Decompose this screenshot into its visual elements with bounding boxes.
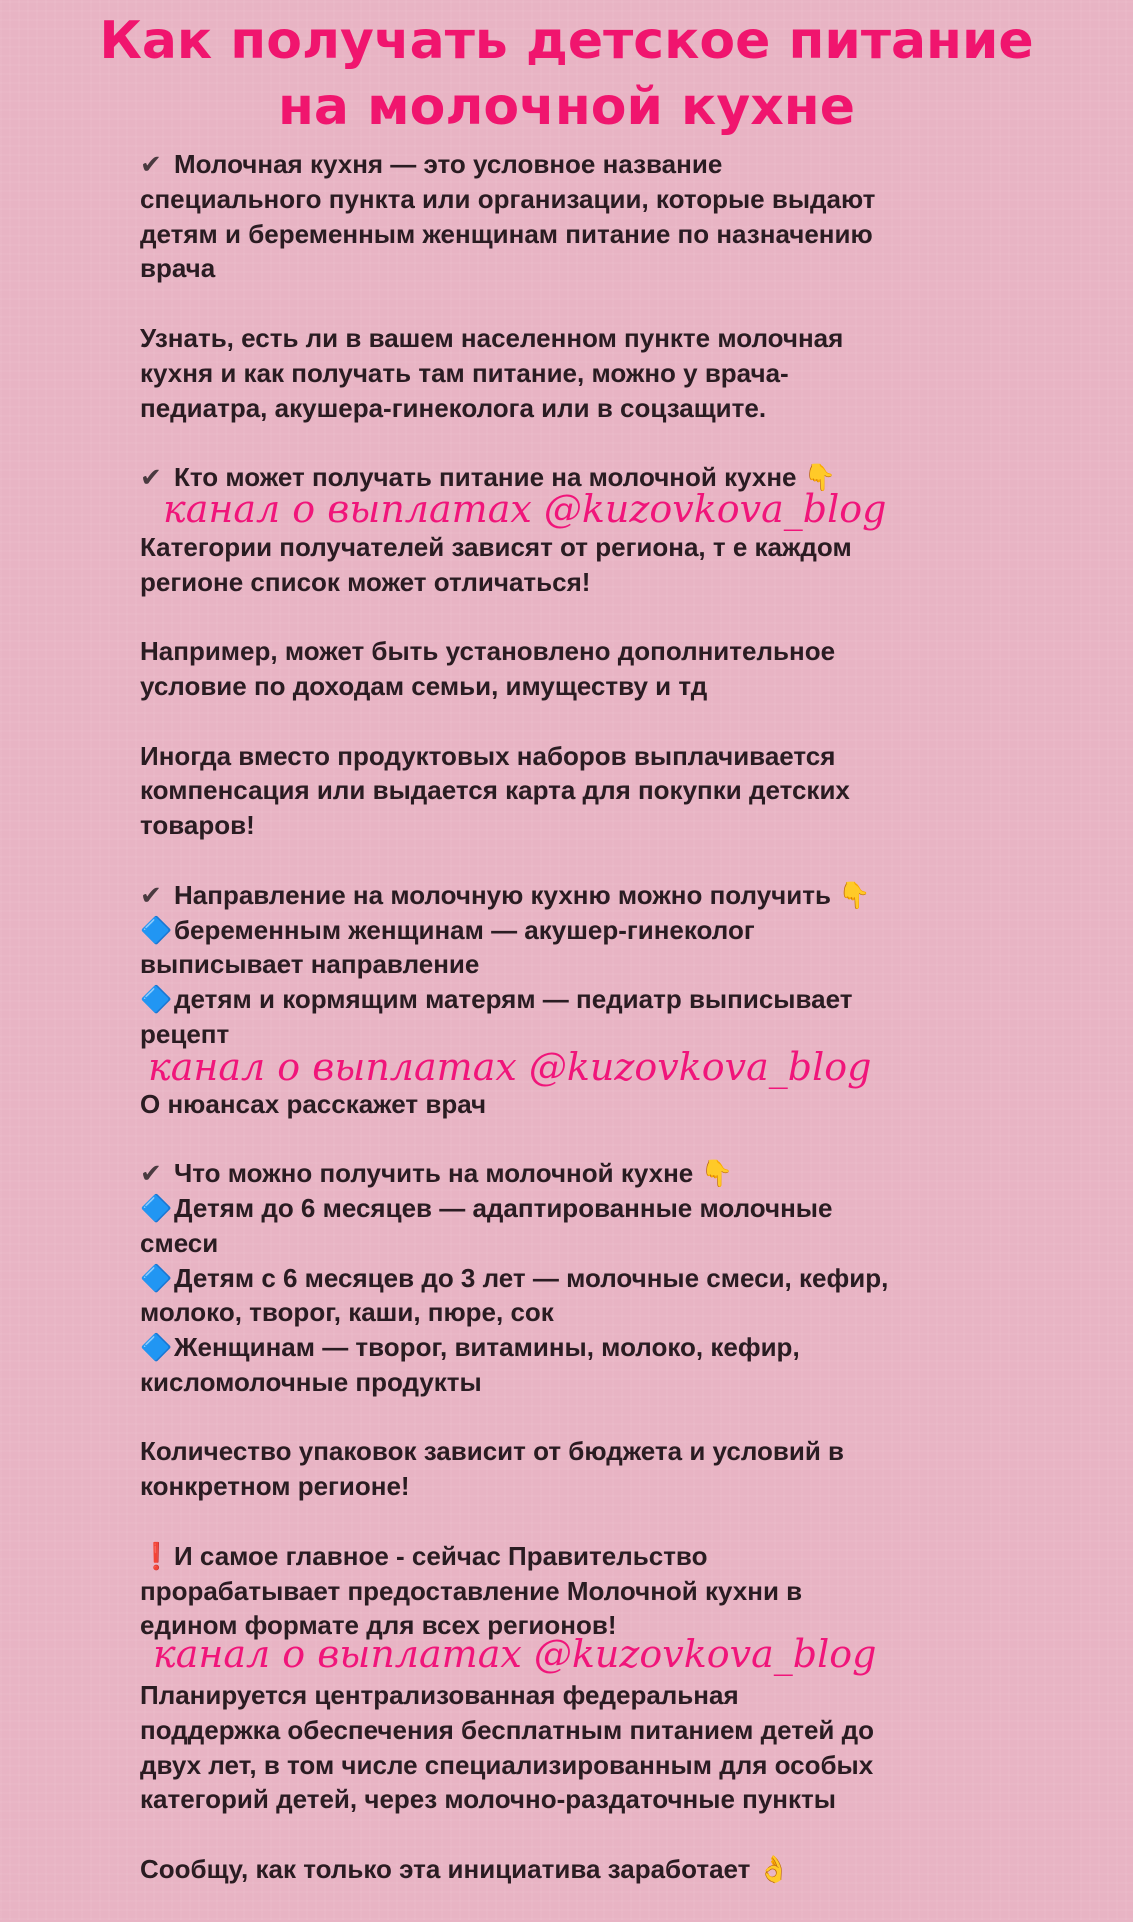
- title-line-1: Как получать детское питание: [99, 11, 1034, 71]
- check-icon: ✔: [140, 879, 162, 910]
- blue-diamond-icon: 🔷: [140, 1192, 173, 1223]
- text-line: беременным женщинам — акушер-гинеколог: [174, 914, 755, 945]
- text-line: выписывает направление: [140, 949, 480, 980]
- text-line: врача: [140, 253, 216, 284]
- text-line: двух лет, в том числе специализированным для особых: [140, 1749, 874, 1780]
- text-line: прорабатывает предоставление Молочной кухни в: [140, 1575, 803, 1606]
- text-line: Детям до 6 месяцев — адаптированные молочные: [174, 1192, 833, 1223]
- point-down-icon: 👇: [700, 1158, 733, 1189]
- text-line: смеси: [140, 1227, 219, 1258]
- text-line: Узнать, есть ли в вашем населенном пункте молочная: [140, 322, 844, 353]
- blue-diamond-icon: 🔷: [140, 1262, 173, 1293]
- point-down-icon: 👇: [803, 462, 837, 493]
- text-line: Молочная кухня — это условное название: [174, 149, 723, 179]
- watermark-caption: канал о выплатах @kuzovkova_blog: [148, 1045, 872, 1089]
- text-line: Иногда вместо продуктовых наборов выплачивается: [140, 740, 836, 771]
- text-line: детям и беременным женщинам питание по назначению: [140, 218, 873, 249]
- text-line: Например, может быть установлено дополнительное: [140, 636, 836, 667]
- text-line: конкретном регионе!: [140, 1471, 410, 1502]
- check-icon: ✔: [140, 462, 162, 493]
- text-line: едином формате для всех регионов!: [140, 1610, 617, 1641]
- point-down-icon: 👇: [838, 879, 871, 910]
- text-line: Количество упаковок зависит от бюджета и условий в: [140, 1436, 845, 1467]
- check-icon: ✔: [140, 1158, 162, 1189]
- text-line: И самое главное - сейчас Правительство: [174, 1540, 708, 1571]
- text-line: специального пункта или организации, которые выдают: [140, 183, 876, 214]
- text-line: Детям с 6 месяцев до 3 лет — молочные смеси, кефир,: [174, 1262, 889, 1293]
- check-icon: ✔: [140, 149, 162, 179]
- exclamation-icon: ❗: [140, 1540, 173, 1571]
- text-line: условие по доходам семьи, имуществу и тд: [140, 670, 708, 701]
- section-heading: Что можно получить на молочной кухне: [174, 1158, 694, 1189]
- text-line: регионе список может отличаться!: [140, 566, 591, 597]
- text-line: О нюансах расскажет врач: [140, 1088, 487, 1119]
- section-heading: Кто может получать питание на молочной кухне: [174, 462, 797, 493]
- paragraph-definition: [140, 147, 1010, 286]
- text-line: категорий детей, через молочно-раздаточные пункты: [140, 1784, 836, 1815]
- text-line: молоко, творог, каши, пюре, сок: [140, 1297, 554, 1328]
- blue-diamond-icon: 🔷: [140, 914, 173, 945]
- text-line: компенсация или выдается карта для покупки детских: [140, 775, 850, 806]
- paragraph-how-to-find: [140, 321, 1010, 425]
- text-line: поддержка обеспечения бесплатным питанием детей до: [140, 1714, 875, 1745]
- title-line-2: на молочной кухне: [278, 77, 855, 137]
- text-line: товаров!: [140, 810, 255, 841]
- paragraph-what-you-get: [140, 1156, 1010, 1400]
- text-line: Категории получателей зависят от региона, т е каждом: [140, 531, 852, 562]
- blue-diamond-icon: 🔷: [140, 1332, 173, 1363]
- text-line: Сообщу, как только эта инициатива заработает: [140, 1854, 751, 1885]
- text-line: кисломолочные продукты: [140, 1366, 482, 1397]
- paragraph-compensation: [140, 739, 1010, 843]
- text-line: педиатра, акушера-гинеколога или в соцзащите.: [140, 392, 767, 423]
- paragraph-closing: [140, 1852, 1010, 1887]
- ok-hand-icon: 👌: [757, 1854, 790, 1885]
- text-line: детям и кормящим матерям — педиатр выписывает: [174, 984, 853, 1015]
- paragraph-government: [140, 1539, 1010, 1817]
- watermark-caption: канал о выплатах @kuzovkova_blog: [163, 487, 887, 531]
- text-line: Женщинам — творог, витамины, молоко, кефир,: [174, 1332, 800, 1363]
- text-line: Планируется централизованная федеральная: [140, 1680, 739, 1711]
- page-title: [30, 8, 1103, 140]
- watermark-caption: канал о выплатах @kuzovkova_blog: [153, 1632, 877, 1676]
- paragraph-example: [140, 634, 1010, 704]
- paragraph-quantity: [140, 1434, 1010, 1504]
- text-line: кухня и как получать там питание, можно у врача-: [140, 357, 789, 388]
- text-line: рецепт: [140, 1018, 230, 1049]
- section-heading: Направление на молочную кухню можно получить: [174, 879, 831, 910]
- blue-diamond-icon: 🔷: [140, 984, 173, 1015]
